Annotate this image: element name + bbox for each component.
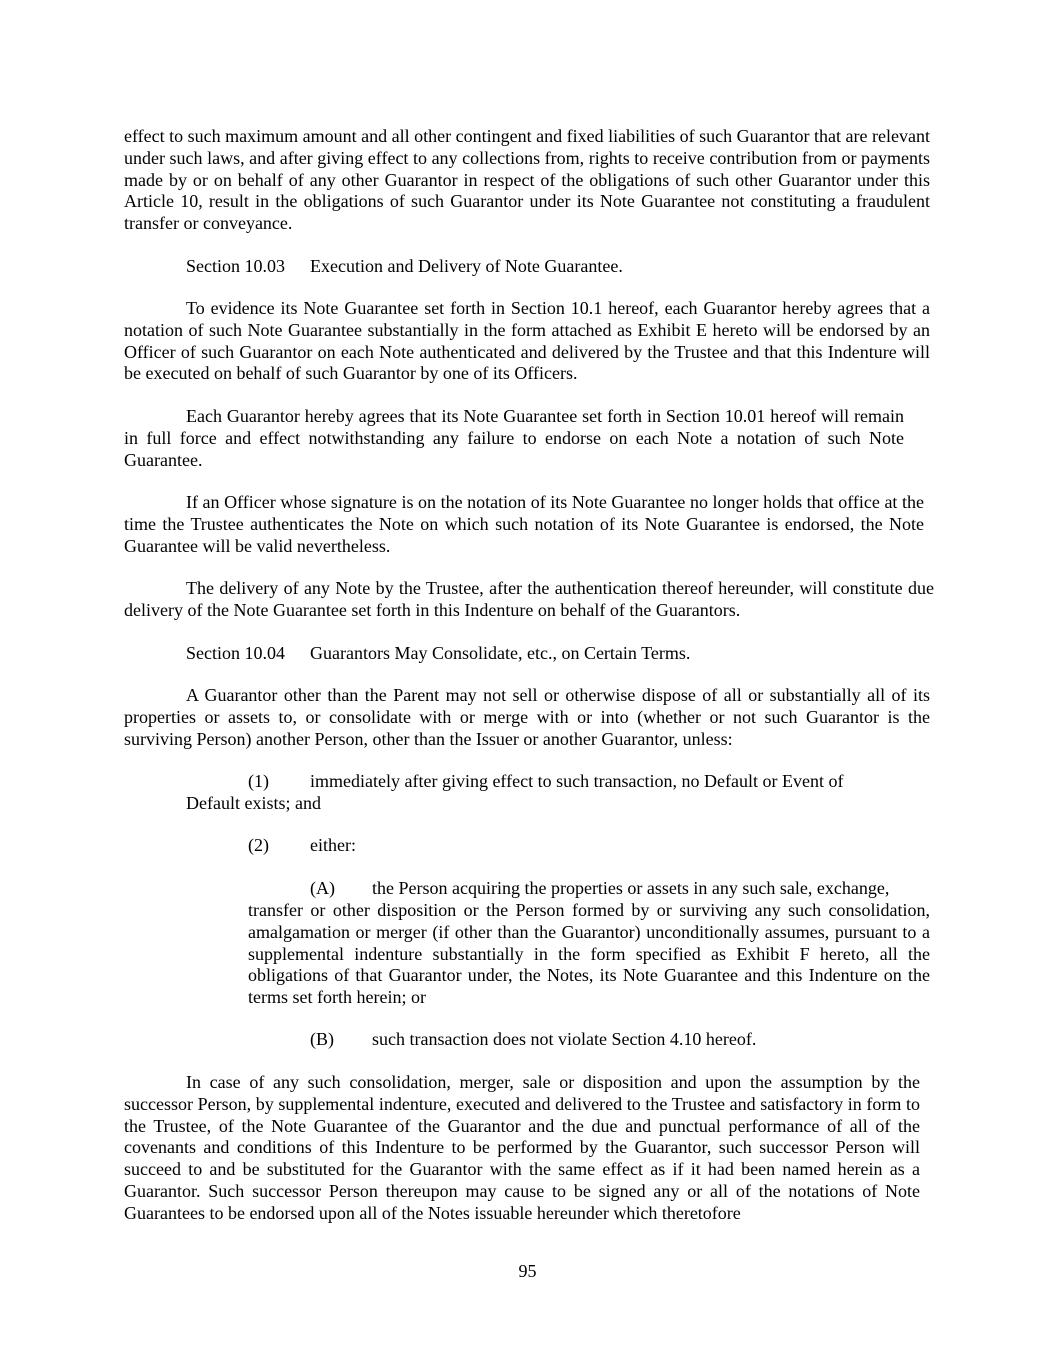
- item-1-continuation: Default exists; and: [186, 793, 321, 813]
- item-1: [248, 771, 844, 793]
- section-number: Section 10.03: [186, 256, 285, 276]
- item-2: [248, 835, 356, 857]
- section-10-03-heading: [186, 256, 623, 278]
- paragraph-evidence-note-guarantee: To evidence its Note Guarantee set forth in Section 10.1 hereof, each Guarantor hereby agrees that a notation of such Note Guarantee substantially in the form attached as Exhibit E hereto will be endorsed by an Officer of such Guarantor on each Note authenticated and delivered by the Trustee and that this Indenture will be executed on behalf of such Guarantor by one of its Officers.: [124, 298, 930, 384]
- paragraph-guarantor-conditions: A Guarantor other than the Parent may not sell or otherwise dispose of all or substantially all of its properties or assets to, or consolidate with or merge with or into (whether or not such Guarantor is the surviving Person) another Person, other than the Issuer or another Guarantor, unless:: [124, 685, 930, 749]
- item-a: [310, 878, 889, 900]
- paragraph-article-10-limitation: effect to such maximum amount and all other contingent and fixed liabilities of such Guarantor that are relevant under such laws, and after giving effect to any collections from, rights to receive contribution from or payments made by or on behalf of any other Guarantor in respect of the obligations of such other Guarantor under this Article 10, result in the obligations of such Guarantor under its Note Guarantee not constituting a fraudulent transfer or conveyance.: [124, 126, 930, 234]
- item-text: the Person acquiring the properties or assets in any such sale, exchange,: [372, 878, 890, 898]
- item-label: (B): [310, 1029, 334, 1049]
- item-label: (2): [248, 835, 269, 855]
- paragraph-officer-signature: If an Officer whose signature is on the notation of its Note Guarantee no longer holds that office at the time the Trustee authenticates the Note on which such notation of its Note Guarantee is endorsed, the Note Guarantee will be valid nevertheless.: [124, 492, 924, 556]
- item-text: immediately after giving effect to such transaction, no Default or Event of: [310, 771, 844, 791]
- section-number: Section 10.04: [186, 643, 285, 663]
- item-label: (1): [248, 771, 269, 791]
- section-10-04-heading: [186, 643, 690, 665]
- section-title: Execution and Delivery of Note Guarantee.: [310, 256, 623, 276]
- paragraph-delivery: The delivery of any Note by the Trustee, after the authentication thereof hereunder, will constitute due delivery of the Note Guarantee set forth in this Indenture on behalf of the Guarantors.: [124, 578, 934, 620]
- item-text: such transaction does not violate Section 4.10 hereof.: [372, 1029, 757, 1049]
- page-number: 95: [518, 1261, 537, 1281]
- paragraph-full-force: Each Guarantor hereby agrees that its Note Guarantee set forth in Section 10.01 hereof will remain in full force and effect notwithstanding any failure to endorse on each Note a notation of such Note Guarantee.: [124, 406, 904, 470]
- item-a-continuation: transfer or other disposition or the Person formed by or surviving any such consolidation, amalgamation or merger (if other than the Guarantor) unconditionally assumes, pursuant to a supplemental indenture substantially in the form specified as Exhibit F hereto, all the obligations of that Guarantor under, the Notes, its Note Guarantee and this Indenture on the terms set forth herein; or: [248, 900, 930, 1008]
- section-title: Guarantors May Consolidate, etc., on Certain Terms.: [310, 643, 691, 663]
- paragraph-successor-person: In case of any such consolidation, merger, sale or disposition and upon the assumption by the successor Person, by supplemental indenture, executed and delivered to the Trustee and satisfactory in form to the Trustee, of the Note Guarantee of the Guarantor and the due and punctual performance of all of the covenants and conditions of this Indenture to be performed by the Guarantor, such successor Person will succeed to and be substituted for the Guarantor with the same effect as if it had been named herein as a Guarantor. Such successor Person thereupon may cause to be signed any or all of the notations of Note Guarantees to be endorsed upon all of the Notes issuable hereunder which theretofore: [124, 1072, 920, 1223]
- item-b: [310, 1029, 756, 1051]
- item-text: either:: [310, 835, 356, 855]
- item-label: (A): [310, 878, 335, 898]
